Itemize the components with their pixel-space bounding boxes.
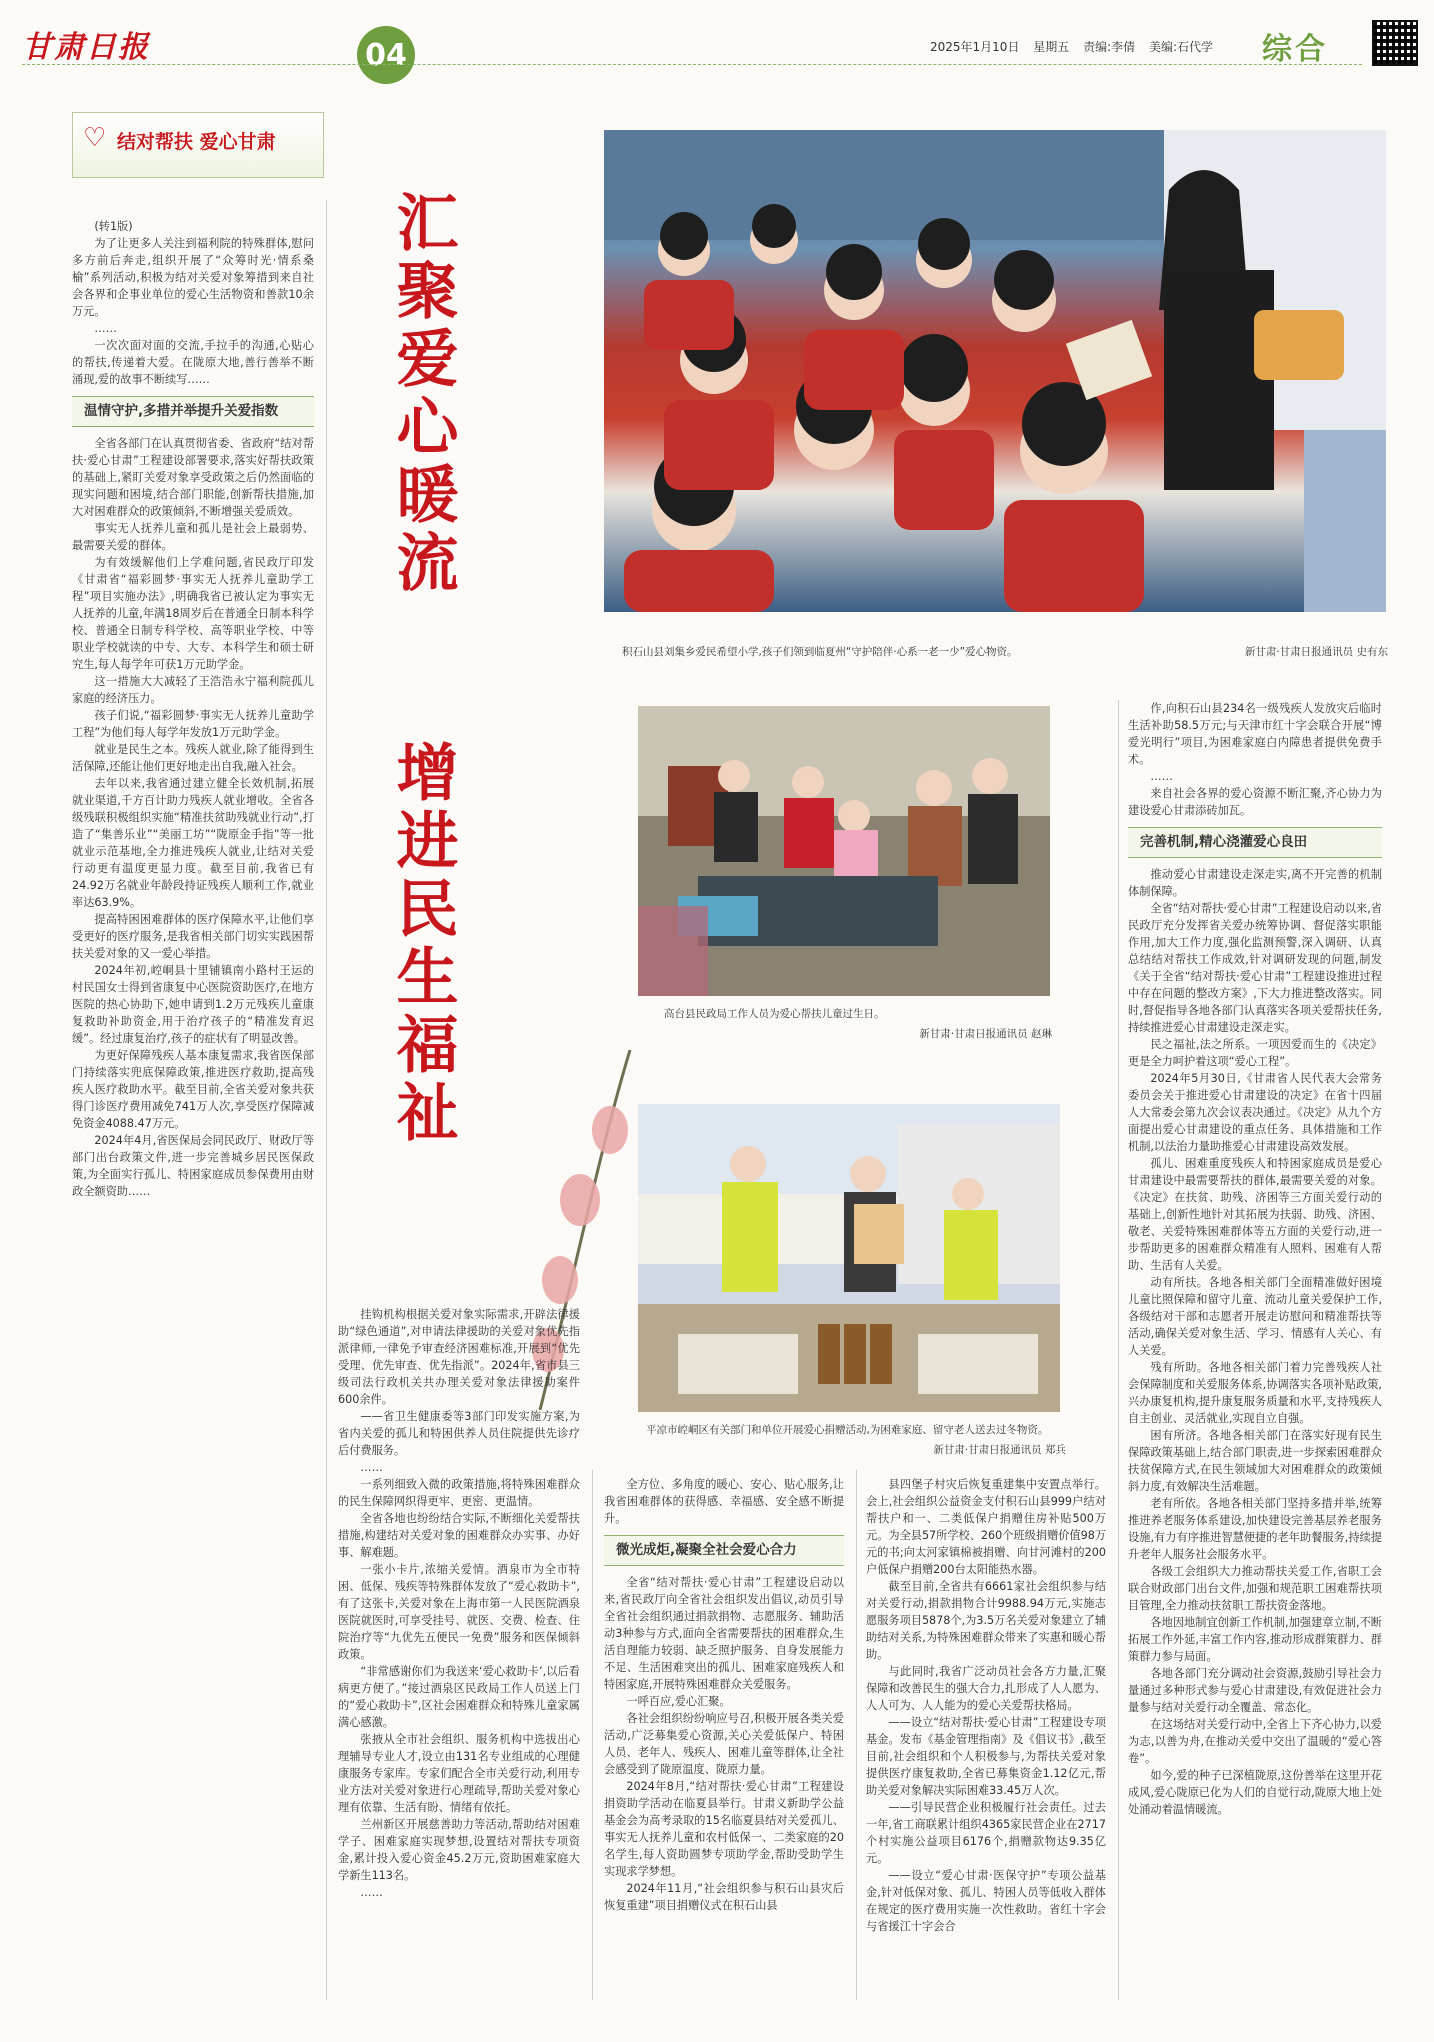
article-paragraph: 全省“结对帮扶·爱心甘肃”工程建设启动以来,省民政厅充分发挥省关爱办统筹协调、督促落实职能作用,加大工作力度,强化监测预警,深入调研、认真总结结对帮扶工作成效,针对调研发现的问题,制发《关于全省“结对帮扶·爱心甘肃”工程建设推进过程中存在问题的整改方案》,下大力推进整改落实。同时,督促指导各地各部门认真落实各项关爱帮扶任务,持续推进爱心甘肃建设走深走实。 <box>1128 902 1382 1034</box>
article-paragraph: 事实无人抚养儿童和孤儿是社会上最弱势、最需要关爱的群体。 <box>72 522 314 552</box>
photo-students-receiving-gifts <box>604 130 1386 612</box>
article-column-4 <box>866 1476 1106 1996</box>
column-divider <box>1118 700 1119 2000</box>
article-paragraph: 张掖从全市社会组织、服务机构中选拔出心理辅导专业人才,设立由131名专业组成的心理健康服务专家库。专家们配合全市关爱行动,利用专业方法对关爱对象进行心理疏导,帮助关爱对象心理有依靠、生活有盼、情绪有依托。 <box>338 1733 580 1814</box>
article-paragraph: …… <box>360 1461 383 1474</box>
article-paragraph: 2024年5月30日,《甘肃省人民代表大会常务委员会关于推进爱心甘肃建设的决定》在省十四届人大常委会第九次会议表决通过。《决定》从九个方面提出爱心甘肃建设的重点任务、具体措施和工作机制,以法治力量助推爱心甘肃建设高效发展。 <box>1128 1072 1382 1153</box>
headline-line-2: 增进民生福祉 <box>386 740 459 1148</box>
article-paragraph: 孤儿、困难重度残疾人和特困家庭成员是爱心甘肃建设中最需要帮扶的群体,最需要关爱的对象。《决定》在扶贫、助残、济困等三方面关爱行动的基础上,创新性地针对其拓展为扶弱、助残、济困、敬老、关爱特殊困难群体等五方面的关爱行动,进一步帮助更多的困难群众精准有人照料、困难有人帮助、生活有人关爱。 <box>1128 1157 1382 1272</box>
article-paragraph: …… <box>94 322 117 335</box>
subheading-mechanism: 完善机制,精心浇灌爱心良田 <box>1128 827 1382 858</box>
article-paragraph: 各社会组织纷纷响应号召,积极开展各类关爱活动,广泛募集爱心资源,关心关爱低保户、特困人员、老年人、残疾人、困难儿童等群体,让全社会感受到了陇原温度、陇原力量。 <box>604 1712 844 1776</box>
article-paragraph: 全省各部门在认真贯彻省委、省政府“结对帮扶·爱心甘肃”工程建设部署要求,落实好帮扶政策的基础上,紧盯关爱对象享受政策之后仍然面临的现实问题和困境,结合部门职能,创新帮扶措施,加大对困难群众的政策倾斜,不断增强关爱质效。 <box>72 437 314 518</box>
subheading-care: 温情守护,多措并举提升关爱指数 <box>72 396 314 427</box>
article-paragraph: 挂钩机构根据关爱对象实际需求,开辟法律援助“绿色通道”,对申请法律援助的关爱对象优先指派律师,一律免予审查经济困难标准,开展到“优先受理、优先审查、优先指派”。2024年,省市县三级司法行政机关共办理关爱对象法律援助案件600余件。 <box>338 1308 580 1406</box>
mid-photo-credit: 新甘肃·甘肃日报通讯员 赵琳 <box>919 1028 1052 1040</box>
photo-donation-illustration <box>638 1104 1060 1412</box>
article-paragraph: 兰州新区开展慈善助力等活动,帮助结对困难学子、困难家庭实现梦想,设置结对帮扶专项资金,累计投入爱心资金45.2万元,资助困难家庭大学新生113名。 <box>338 1818 580 1882</box>
article-paragraph: ——引导民营企业积极履行社会责任。过去一年,省工商联累计组织4365家民营企业在2717个村实施公益项目6176个,捐赠款物达9.35亿元。 <box>866 1801 1106 1865</box>
issue-weekday: 星期五 <box>1033 40 1070 54</box>
article-column-2 <box>338 1306 580 1996</box>
article-paragraph: ——设立“爱心甘肃·医保守护”专项公益基金,针对低保对象、孤儿、特困人员等低收入群体在规定的医疗费用实施一次性救助。省红十字会与省援江十字会合 <box>866 1869 1106 1933</box>
column-divider <box>856 1470 857 2000</box>
header-divider <box>22 64 1362 65</box>
article-paragraph: 就业是民生之本。残疾人就业,除了能得到生活保障,还能让他们更好地走出自我,融入社会。 <box>72 743 314 773</box>
article-paragraph: ——设立“结对帮扶·爱心甘肃”工程建设专项基金。发布《基金管理指南》及《倡议书》,截至目前,社会组织和个人积极参与,为帮扶关爱对象提供医疗康复救助,全省已募集资金1.12亿元,帮助关爱对象解决实际困难33.45万人次。 <box>866 1716 1106 1797</box>
article-paragraph: 作,向积石山县234名一级残疾人发放灾后临时生活补助58.5万元;与天津市红十字会联合开展“博爱光明行”项目,为困难家庭白内障患者提供免费手术。 <box>1128 702 1382 766</box>
photo-birthday-celebration <box>638 706 1050 996</box>
article-paragraph: 为有效缓解他们上学难问题,省民政厅印发《甘肃省“福彩圆梦·事实无人抚养儿童助学工程”项目实施办法》,明确我省已被认定为事实无人抚养的儿童,年满18周岁后在普通全日制本科学校、普通全日制专科学校、高等职业学校、中等职业学校就读的中专、大专、本科学生和硕士研究生,每人每学年可获1万元助学金。 <box>72 556 314 671</box>
article-paragraph: 残有所助。各地各相关部门着力完善残疾人社会保障制度和关爱服务体系,协调落实各项补贴政策,兴办康复机构,提升康复服务质量和水平,支持残疾人自主创业、灵活就业,实现自立自强。 <box>1128 1361 1382 1425</box>
designer-credit: 美编:石代学 <box>1149 40 1214 54</box>
article-paragraph: 如今,爱的种子已深植陇原,这份善举在这里开花成风,爱心陇原已化为人们的自觉行动,陇原大地上处处涌动着温情暖流。 <box>1128 1769 1382 1816</box>
article-paragraph: 推动爱心甘肃建设走深走实,离不开完善的机制体制保障。 <box>1128 868 1382 898</box>
page-number-badge: 04 <box>357 26 415 84</box>
article-paragraph: 这一措施大大减轻了王浩浩永宁福利院孤儿家庭的经济压力。 <box>72 675 314 705</box>
mid-photo-caption: 高台县民政局工作人员为爱心帮扶儿童过生日。 <box>664 1008 885 1020</box>
column-divider <box>592 1470 593 2000</box>
article-paragraph: 截至目前,全省共有6661家社会组织参与结对关爱行动,捐款捐物合计9988.94万元,实施志愿服务项目5878个,为3.5万名关爱对象建立了辅助结对关系,为特殊困难群众带来了实惠和暖心帮助。 <box>866 1580 1106 1661</box>
article-paragraph: 一次次面对面的交流,手拉手的沟通,心贴心的帮扶,传递着大爱。在陇原大地,善行善举不断涌现,爱的故事不断续写…… <box>72 339 314 386</box>
top-photo-credit: 新甘肃·甘肃日报通讯员 史有东 <box>1244 646 1388 658</box>
article-column-3 <box>604 1476 844 1996</box>
article-paragraph: 与此同时,我省广泛动员社会各方力量,汇聚保障和改善民生的强大合力,扎形成了人人愿为、人人可为、人人能为的爱心关爱帮扶格局。 <box>866 1665 1106 1712</box>
article-paragraph: 各地各部门充分调动社会资源,鼓励引导社会力量通过多种形式参与爱心甘肃建设,有效促进社会力量参与结对关爱行动全覆盖、常态化。 <box>1128 1667 1382 1714</box>
article-column-5 <box>1128 700 1382 1996</box>
article-paragraph: 县四堡子村灾后恢复重建集中安置点举行。会上,社会组织公益资金支付积石山县999户结对帮扶户和一、二类低保户捐赠住房补贴500万元。为全县57所学校、260个班级捐赠价值98万元的书;向太河家镇棉被捐赠、向甘河滩村的200户低保户捐赠200台太阳能热水器。 <box>866 1478 1106 1576</box>
heart-icon: ♡ <box>83 123 107 153</box>
article-column-1 <box>72 218 314 1988</box>
article-paragraph: …… <box>360 1886 383 1899</box>
article-paragraph: (转1版) <box>94 220 133 233</box>
photo-birthday-illustration <box>638 706 1050 996</box>
article-paragraph: 提高特困困难群体的医疗保障水平,让他们享受更好的医疗服务,是我省相关部门切实实践困帮扶关爱对象的又一爱心举措。 <box>72 913 314 960</box>
low-photo-caption: 平凉市崆峒区有关部门和单位开展爱心捐赠活动,为困难家庭、留守老人送去过冬物资。 <box>646 1424 1049 1436</box>
article-paragraph: 全省“结对帮扶·爱心甘肃”工程建设启动以来,省民政厅向全省社会组织发出倡议,动员引导全省社会组织通过捐款捐物、志愿服务、辅助活动3种参与方式,面向全省需要帮扶的困难群众,生活自理能力较弱、缺乏照护服务、自身发展能力不足、生活困难突出的孤儿、困难家庭残疾人和特困家庭,开展特殊困难群众关爱服务。 <box>604 1576 844 1691</box>
article-paragraph: 孩子们说,“福彩圆梦·事实无人抚养儿童助学工程”为他们每人每学年发放1万元助学金。 <box>72 709 314 739</box>
issue-date: 2025年1月10日 <box>930 40 1020 54</box>
article-paragraph: 一张小卡片,浓缩关爱情。酒泉市为全市特困、低保、残疾等特殊群体发放了“爱心救助卡”,有了这张卡,关爱对象在上海市第一人民医院酒泉医院就医时,可享受挂号、就医、交费、检查、住院治疗等“九优先五便民一免费”服务和医保倾斜政策。 <box>338 1563 580 1661</box>
low-photo-credit: 新甘肃·甘肃日报通讯员 郑兵 <box>933 1444 1066 1456</box>
issue-info <box>930 38 1223 55</box>
article-paragraph: 全方位、多角度的暖心、安心、贴心服务,让我省困难群体的获得感、幸福感、安全感不断提升。 <box>604 1478 844 1525</box>
article-paragraph: “非常感谢你们为我送来‘爱心救助卡’,以后看病更方便了。”接过酒泉区民政局工作人员送上门的“爱心救助卡”,区社会困难群众和特殊儿童家属满心感激。 <box>338 1665 580 1729</box>
column-banner-title: 结对帮扶 爱心甘肃 <box>117 131 276 153</box>
article-paragraph: 动有所扶。各地各相关部门全面精准做好困境儿童比照保障和留守儿童、流动儿童关爱保护工作,各级结对干部和志愿者开展走访慰问和精准帮扶等活动,确保关爱对象生活、学习、情感有人关心、有人关爱。 <box>1128 1276 1382 1357</box>
masthead-logo: 甘肃日报 <box>22 30 150 65</box>
column-divider <box>326 200 327 2000</box>
top-photo-caption: 积石山县刘集乡爱民希望小学,孩子们领到临夏州“守护陪伴·心系一老一少”爱心物资。 <box>622 646 1018 658</box>
column-banner <box>72 112 324 178</box>
photo-students-illustration <box>604 130 1386 612</box>
article-paragraph: 困有所济。各地各相关部门在落实好现有民生保障政策基础上,结合部门职责,进一步探索困难群众扶贫保障方式,在民生领域加大对困难群众的政策倾斜力度,有效解决生活难题。 <box>1128 1429 1382 1493</box>
article-paragraph: 全省各地也纷纷结合实际,不断细化关爱帮扶措施,构建结对关爱对象的困难群众办实事、办好事、解难题。 <box>338 1512 580 1559</box>
editor-credit: 责编:李倩 <box>1083 40 1136 54</box>
photo-donation-activity <box>638 1104 1060 1412</box>
article-paragraph: …… <box>1150 770 1173 783</box>
article-paragraph: 一呼百应,爱心汇聚。 <box>626 1695 731 1708</box>
article-paragraph: 一系列细致入微的政策措施,将特殊困难群众的民生保障网织得更牢、更密、更温情。 <box>338 1478 580 1508</box>
article-paragraph: 为更好保障残疾人基本康复需求,我省医保部门持续落实兜底保障政策,推进医疗救助,提高残疾人医疗救助水平。截至目前,全省关爱对象共获得门诊医疗费用减免741万人次,享受医疗保障减免资金4088.47万元。 <box>72 1049 314 1130</box>
article-paragraph: 老有所依。各地各相关部门坚持多措并举,统筹推进养老服务体系建设,加快建设完善基层养老服务设施,有力有序推进智慧便捷的老年助餐服务,持续提升老年人服务社会服务水平。 <box>1128 1497 1382 1561</box>
article-paragraph: 2024年11月,“社会组织参与积石山县灾后恢复重建”项目捐赠仪式在积石山县 <box>604 1882 844 1912</box>
article-paragraph: 2024年8月,“结对帮扶·爱心甘肃”工程建设捐资助学活动在临夏县举行。甘肃义新助学公益基金会为高考录取的15名临夏县结对关爱孤儿、事实无人抚养儿童和农村低保一、二类家庭的20名学生,每人资助圆梦专项助学金,帮助受助学生实现求学梦想。 <box>604 1780 844 1878</box>
article-paragraph: 为了让更多人关注到福利院的特殊群体,慰问多方前后奔走,组织开展了“众筹时光·情系桑榆”系列活动,积极为结对关爱对象筹措到来自社会各界和企事业单位的爱心生活物资和善款10余万元。 <box>72 237 314 318</box>
article-paragraph: 去年以来,我省通过建立健全长效机制,拓展就业渠道,千方百计助力残疾人就业增收。全省各级残联积极组织实施“精准扶贫助残就业行动”,打造了“集善乐业”“美丽工坊”“陇原金手指”等一批就业示范基地,全力推进残疾人就业,让结对关爱行动更有温度更显力度。截至目前,我省已有24.92万名就业年龄段持证残疾人顺利工作,就业率达63.9%。 <box>72 777 314 909</box>
article-paragraph: 来自社会各界的爱心资源不断汇聚,齐心协力为建设爱心甘肃添砖加瓦。 <box>1128 787 1382 817</box>
subheading-joint-force: 微光成炬,凝聚全社会爱心合力 <box>604 1535 844 1566</box>
article-paragraph: 各地因地制宜创新工作机制,加强建章立制,不断拓展工作外延,丰富工作内容,推动形成群策群力、群策群力参与局面。 <box>1128 1616 1382 1663</box>
qr-code-icon <box>1372 20 1418 66</box>
article-paragraph: 各级工会组织大力推动帮扶关爱工作,省职工会联合财政部门出台文件,加强和规范职工困难帮扶项目管理,全力推动扶贫职工帮扶资金落地。 <box>1128 1565 1382 1612</box>
article-paragraph: 在这场结对关爱行动中,全省上下齐心协力,以爱为志,以善为舟,在推动关爱中交出了温暖的“爱心答卷”。 <box>1128 1718 1382 1765</box>
headline-line-1: 汇聚爱心暖流 <box>386 190 459 598</box>
article-paragraph: 2024年4月,省医保局会同民政厅、财政厅等部门出台政策文件,进一步完善城乡居民医保政策,为全面实行孤儿、特困家庭成员参保费用由财政全额资助…… <box>72 1134 314 1198</box>
article-paragraph: 民之福祉,法之所系。一项因爱而生的《决定》更是全力呵护着这项“爱心工程”。 <box>1128 1038 1382 1068</box>
article-paragraph: ——省卫生健康委等3部门印发实施方案,为省内关爱的孤儿和特困供养人员住院提供先诊疗后付费服务。 <box>338 1410 580 1457</box>
article-paragraph: 2024年初,崆峒县十里铺镇南小路村王运的村民国女士得到省康复中心医院资助医疗,在地方医院的热心协助下,她申请到1.2万元残疾儿童康复救助补助资金,用于治疗孩子的“精准发育迟缓”。经过康复治疗,孩子的症状有了明显改善。 <box>72 964 314 1045</box>
section-label: 综合 <box>1262 32 1328 67</box>
